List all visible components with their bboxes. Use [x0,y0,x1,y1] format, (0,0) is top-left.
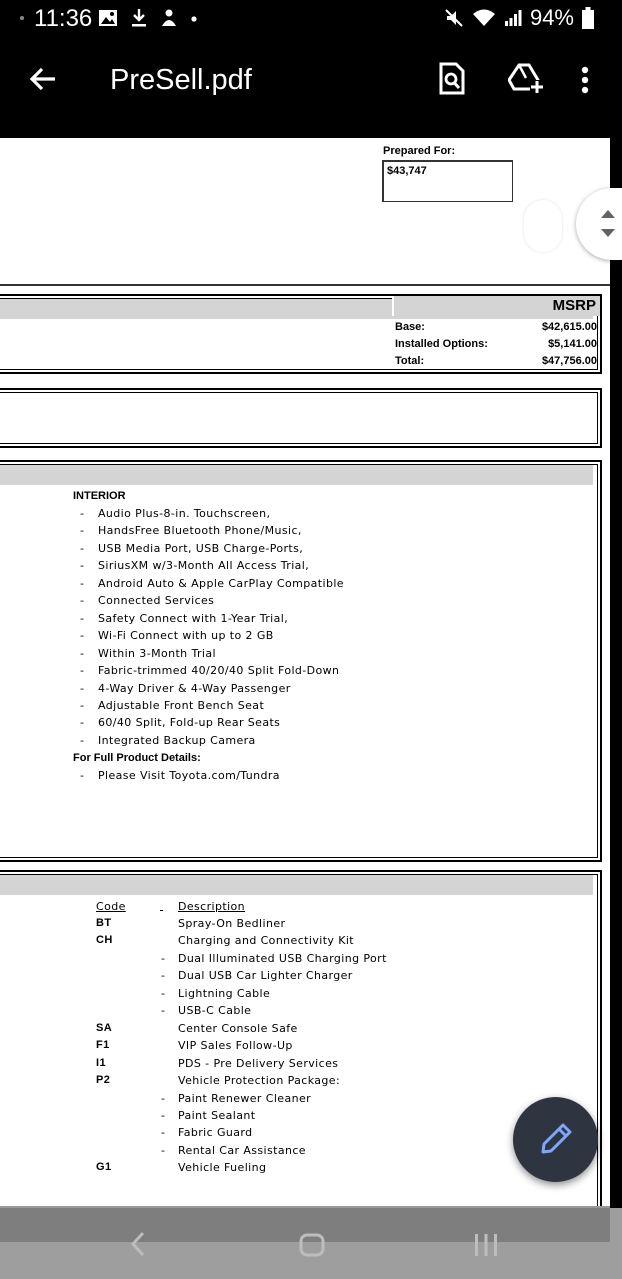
options-inner-border [0,874,598,1208]
list-dash: - [80,559,85,573]
nav-home-icon[interactable] [298,1232,326,1258]
interior-item-text: Fabric-trimmed 40/20/40 Split Fold-Down [98,664,340,678]
edit-fab[interactable] [513,1097,598,1182]
list-dash: - [80,716,85,730]
option-description: Dual Illuminated USB Charging Port [178,951,387,965]
msrp-value: $42,615.00 [541,321,597,333]
battery-percent: 94% [529,5,574,30]
interior-item-text: 4-Way Driver & 4-Way Passenger [98,681,291,695]
battery-icon [582,7,594,29]
notification-dot-icon [20,16,24,20]
interior-item-text: Audio Plus-8-in. Touchscreen, [98,507,271,520]
description-column-header: Description [178,900,246,913]
list-dash: - [80,629,85,643]
option-dash: - [161,1126,166,1140]
option-description: Lightning Cable [178,986,271,1000]
prepared-for-field [382,160,513,202]
scroll-handle-icon [590,188,622,260]
prepared-for-value: $43,747 [387,165,427,177]
gallery-icon [98,8,118,28]
interior-item-text: 60/40 Split, Fold-up Rear Seats [98,716,281,730]
option-dash: - [161,1004,166,1018]
list-dash: - [80,541,85,555]
interior-item-text: Adjustable Front Bench Seat [98,698,265,712]
options-header-bar [0,875,593,895]
blank-inner-border [0,392,598,444]
list-dash: - [80,698,85,712]
msrp-label: Total: [395,355,425,367]
options-section [0,870,602,1208]
pdf-page[interactable] [0,138,610,1208]
divider [0,284,610,286]
option-dash: - [161,986,166,1000]
status-system-icons [444,5,594,31]
option-code: G1 [96,1161,112,1174]
option-description: VIP Sales Follow-Up [178,1039,293,1053]
option-dash: - [161,969,166,983]
interior-item-text: Within 3-Month Trial [98,646,216,660]
interior-inner-border [0,464,598,858]
list-dash: - [80,664,85,678]
option-description: Vehicle Protection Package: [178,1074,341,1088]
list-dash: - [80,524,85,538]
option-description: Charging and Connectivity Kit [178,934,355,948]
status-notification-icons [98,8,198,28]
interior-item-text: Safety Connect with 1-Year Trial, [98,611,289,625]
interior-item-text: SiriusXM w/3-Month All Access Trial, [98,559,310,573]
more-vert-icon[interactable] [580,66,590,94]
option-description: USB-C Cable [178,1004,252,1018]
mute-icon [444,8,464,28]
option-code: F1 [96,1039,110,1052]
option-code: SA [96,1021,113,1034]
option-description: Fabric Guard [178,1126,253,1140]
list-dash: - [80,611,85,625]
interior-item-text: Android Auto & Apple CarPlay Compatible [98,576,344,590]
nav-back-icon[interactable] [126,1230,150,1258]
option-description: Dual USB Car Lighter Charger [178,969,353,983]
code-column-header: Code [96,900,126,913]
msrp-label: Base: [395,321,425,333]
list-dash: - [80,681,85,695]
app-notification-icon [160,8,178,28]
option-description: PDS - Pre Delivery Services [178,1056,339,1070]
fast-scroll-ghost [524,200,562,252]
interior-item-text: Wi-Fi Connect with up to 2 GB [98,629,274,643]
msrp-value: $47,756.00 [541,355,597,367]
full-details-heading: For Full Product Details: [73,752,201,764]
option-code: CH [96,934,113,947]
option-description: Paint Renewer Cleaner [178,1091,312,1105]
signal-icon [504,8,522,28]
list-dash: - [80,769,85,782]
list-dash: - [80,646,85,660]
option-description: Paint Sealant [178,1108,256,1122]
more-notifications-dot-icon [190,8,198,28]
add-to-drive-icon[interactable] [508,62,544,96]
msrp-label: Installed Options: [395,338,488,350]
option-dash: - [161,1143,166,1157]
wifi-icon [472,8,496,28]
msrp-value: $5,141.00 [548,338,597,350]
status-time: 11:36 [34,5,93,32]
nav-recents-icon[interactable] [472,1232,500,1258]
option-dash: - [161,1108,166,1122]
list-dash: - [80,594,85,608]
interior-item-text: Connected Services [98,594,215,608]
option-code: I1 [96,1056,106,1069]
option-description: Vehicle Fueling [178,1161,267,1175]
find-in-page-icon[interactable] [438,62,466,96]
app-bar [0,36,622,136]
interior-item-text: HandsFree Bluetooth Phone/Music, [98,524,302,538]
interior-item-text: USB Media Port, USB Charge-Ports, [98,541,304,555]
option-code: BT [96,917,112,929]
list-dash: - [80,733,85,747]
download-icon [130,8,148,28]
option-dash: - [161,951,166,965]
full-details-text: Please Visit Toyota.com/Tundra [98,769,280,782]
interior-header-bar [0,465,593,485]
msrp-header: MSRP [392,296,600,316]
interior-section [0,460,602,862]
file-title: PreSell.pdf [110,64,252,96]
option-description: Rental Car Assistance [178,1143,306,1157]
option-description: Spray-On Bedliner [178,917,286,930]
status-bar [0,0,622,36]
interior-item-text: Integrated Backup Camera [98,733,256,747]
list-dash: - [80,576,85,590]
pencil-edit-icon [513,1097,598,1182]
option-description: Center Console Safe [178,1021,298,1035]
system-nav-bar [0,1208,622,1279]
blank-section [0,388,602,448]
arrow-left-icon[interactable] [28,64,58,94]
prepared-for-label: Prepared For: [383,145,456,157]
list-dash: - [80,507,85,520]
column-separator-underline [160,900,163,912]
option-dash: - [161,1091,166,1105]
interior-heading: INTERIOR [73,490,126,502]
option-code: P2 [96,1074,111,1087]
